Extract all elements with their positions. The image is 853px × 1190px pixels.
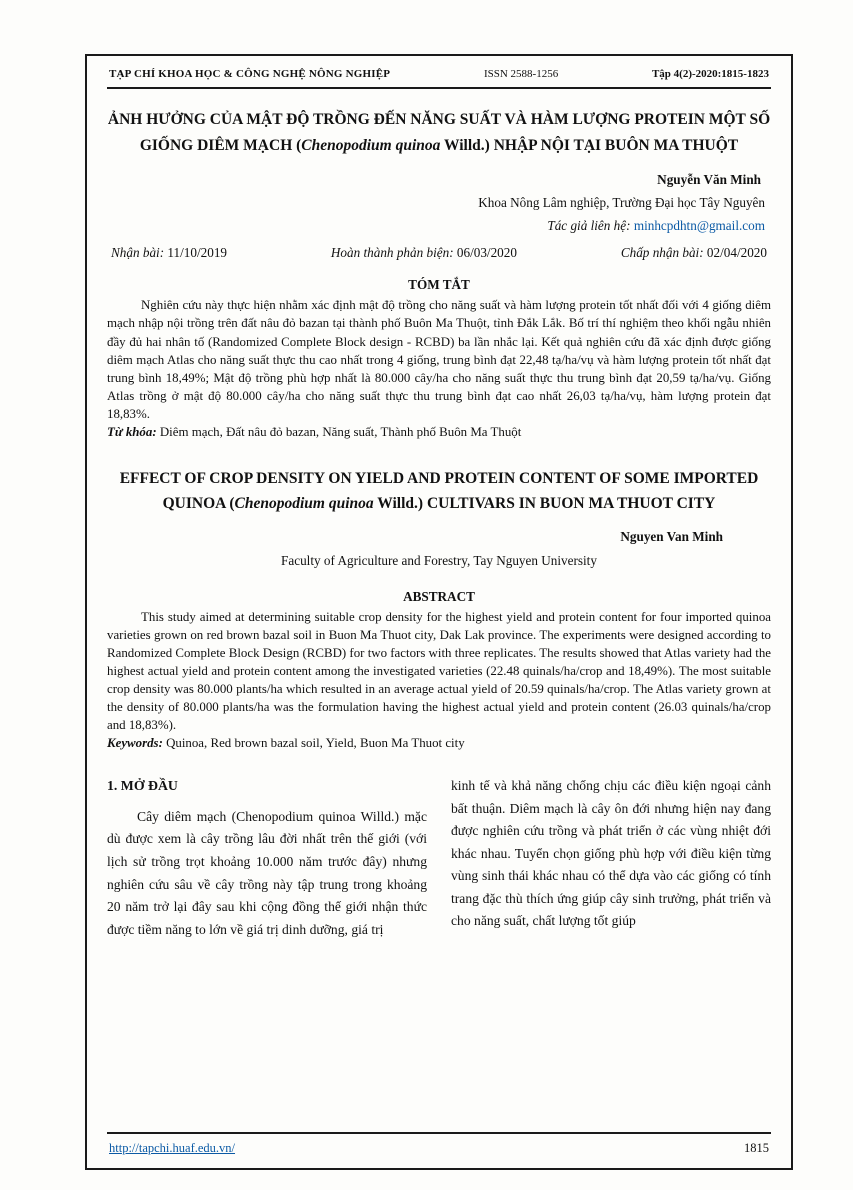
column-right [451, 775, 771, 941]
abstract-en-heading: ABSTRACT [403, 588, 475, 604]
affiliation-en: Faculty of Agriculture and Forestry, Tay Nguyen University [281, 552, 597, 568]
byline-en [107, 525, 771, 573]
title-en-part2: Willd.) CULTIVARS IN BUON MA THUOT CITY [373, 495, 716, 513]
title-vi-species: Chenopodium quinoa [301, 136, 441, 154]
byline-vi [107, 168, 771, 237]
keywords-vi-label: Từ khóa: [107, 424, 160, 439]
page-content [87, 56, 791, 1168]
body-columns [107, 775, 771, 941]
keywords-en-label: Keywords: [107, 735, 167, 750]
section-1-paragraph-left: Cây diêm mạch (Chenopodium quinoa Willd.) mặc dù được xem là cây trồng lâu đời nhất trên thế giới (với lịch sử trồng trọt khoảng 10.000 năm trước đây) nhưng nghiên cứu sâu về cây trồng này tập trung trong khoảng 20 năm trở lại đây sau khi cộng đồng thế giới nhận thức được tiềm năng to lớn về giá trị dinh dưỡng, giá trị [107, 808, 427, 937]
title-en-part1: EFFECT OF CROP DENSITY ON YIELD AND PROTEIN CONTENT OF SOME IMPORTED QUINOA ( [119, 469, 759, 513]
title-en-species: Chenopodium quinoa [234, 495, 374, 513]
abstract-en-body: This study aimed at determining suitable crop density for the highest yield and protein content for four imported quinoa varieties grown on red brown bazal soil in Buon Ma Thuot city, Dak Lak province. The experiments were designed according to Randomized Complete Block Design (RCBD) for two factors with three replicates. The results showed that Atlas variety had the highest actual yield and protein content among the investigated varieties (22.48 quinals/ha/crop and 18,49%). The most suitable crop density was 80.000 plants/ha which resulted in an average actual yield of 20.59 quinals/ha/crop. The Atlas variety grown at the density of 80.000 plants/ha was the formulation having the highest actual yield and protein content (26.03 quinals/ha/crop and 18,83%). [107, 609, 771, 732]
affiliation-vi: Khoa Nông Lâm nghiệp, Trường Đại học Tây Nguyên [478, 195, 765, 211]
section-1-paragraph-right: kinh tế và khả năng chống chịu các điều kiện ngoại cảnh bất thuận. Diêm mạch là cây ôn đới nhưng hiện nay đang được nghiên cứu trồng và phát triển ở các vùng nhiệt đới khác nhau. Tuyển chọn giống phù hợp với điều kiện từng vùng sinh thái khác nhau có thể dựa vào các giống có tính trang đặc thù thích ứng giúp cây sinh trưởng, phát triển và cho năng suất, chất lượng tốt giúp [451, 777, 771, 929]
journal-name: TẠP CHÍ KHOA HỌC & CÔNG NGHỆ NÔNG NGHIỆP [109, 68, 391, 80]
abstract-vi-heading: TÓM TẮT [408, 277, 470, 293]
article-title-vi [107, 107, 771, 158]
keywords-vi [107, 425, 771, 440]
date-accepted [621, 245, 767, 261]
title-vi-part2: Willd.) NHẬP NỘI TẠI BUÔN MA THUỘT [440, 136, 739, 154]
journal-issn: ISSN 2588-1256 [483, 68, 559, 80]
article-dates [107, 245, 771, 261]
author-email-link[interactable]: minhcpdhtn@gmail.com [633, 218, 765, 234]
journal-header [107, 64, 771, 89]
page-footer [107, 1132, 771, 1158]
article-title-en [107, 466, 771, 517]
abstract-vi-body: Nghiên cứu này thực hiện nhằm xác định mật độ trồng cho năng suất và hàm lượng protein tốt nhất đối với 4 giống diêm mạch nhập nội trồng trên đất nâu đỏ bazan tại thành phố Buôn Ma Thuột, tỉnh Đắk Lắk. Bố trí thí nghiệm theo khối ngẫu nhiên đầy đủ hai nhân tố (Randomized Complete Block design - RCBD) ba lần nhắc lại. Kết quả nghiên cứu đã xác định được giống diêm mạch Atlas cho năng suất thực thu cao nhất trong 4 giống, trung bình đạt 22,48 tạ/ha/vụ và hàm lượng protein tốt nhất đạt trung bình 18,49%; Mật độ trồng phù hợp nhất là 80.000 cây/ha cho năng suất thực thu trung bình đạt 20,59 tạ/ha/vụ. Giống Atlas trồng ở mật độ 80.000 cây/ha cho năng suất thực thu trung bình đạt cao nhất 26,03 tạ/ha/vụ, hàm lượng protein đạt 18,83%. [107, 298, 771, 421]
date-accepted-value: 02/04/2020 [706, 245, 767, 261]
column-left [107, 775, 427, 941]
date-received-label: Nhận bài: [111, 245, 168, 261]
keywords-en [107, 736, 771, 751]
journal-url-link[interactable]: http://tapchi.huaf.edu.vn/ [109, 1141, 236, 1155]
author-name-en: Nguyen Van Minh [620, 528, 723, 544]
date-revised-value: 06/03/2020 [456, 245, 517, 261]
title-vi-part1: ẢNH HƯỞNG CỦA MẬT ĐỘ TRỒNG ĐẾN NĂNG SUẤT VÀ HÀM LƯỢNG PROTEIN MỘT SỐ GIỐNG DIÊM MẠCH ( [107, 111, 771, 154]
date-revised-label: Hoàn thành phản biện: [330, 245, 457, 261]
section-1-heading: 1. MỞ ĐẦU [107, 777, 178, 793]
keywords-en-text: Quinoa, Red brown bazal soil, Yield, Buon Ma Thuot city [166, 735, 465, 750]
date-accepted-label: Chấp nhận bài: [620, 245, 707, 261]
date-received-value: 11/10/2019 [167, 245, 228, 261]
author-name-vi: Nguyễn Văn Minh [657, 172, 761, 188]
page-frame [85, 54, 793, 1170]
date-revised [331, 245, 517, 261]
contact-label: Tác giả liên hệ: [547, 218, 634, 234]
page-number: 1815 [744, 1141, 769, 1155]
journal-volume: Tập 4(2)-2020:1815-1823 [651, 68, 769, 80]
contact-line [107, 214, 765, 237]
date-received [111, 245, 227, 261]
keywords-vi-text: Diêm mạch, Đất nâu đỏ bazan, Năng suất, Thành phố Buôn Ma Thuột [159, 424, 522, 439]
